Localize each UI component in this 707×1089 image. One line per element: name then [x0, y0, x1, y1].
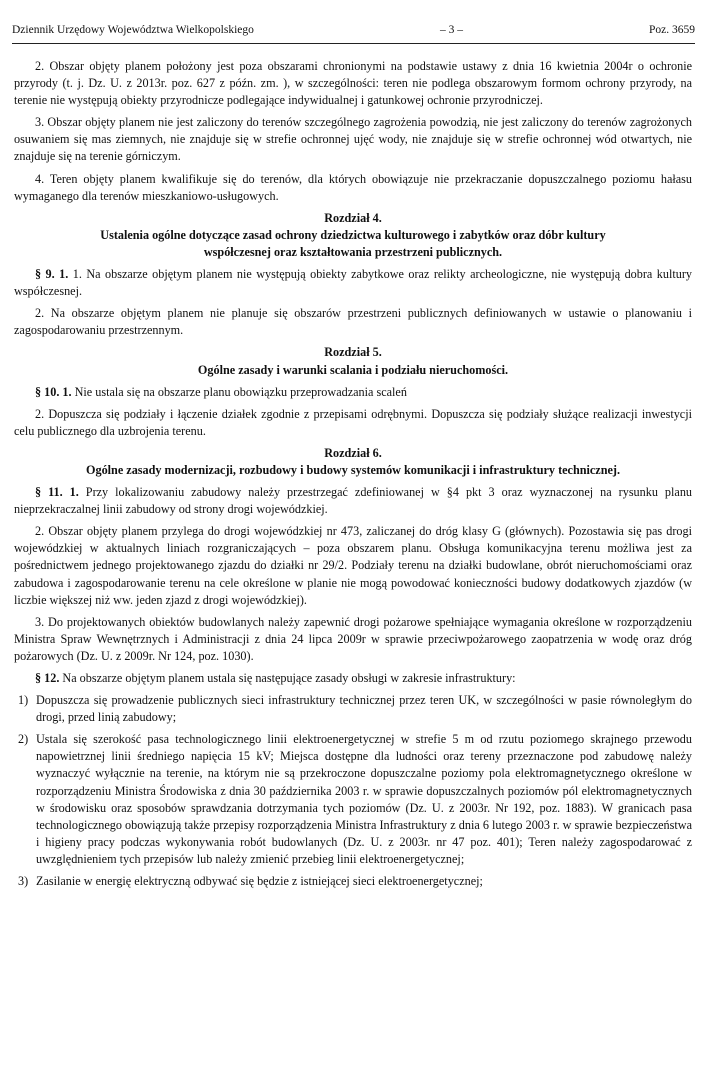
section-12-intro [14, 670, 692, 687]
page-number: – 3 – [439, 24, 463, 36]
section-11-number: § 11. 1. [35, 485, 79, 500]
section-9-text: 1. Na obszarze objętym planem nie występują obiekty zabytkowe oraz relikty archeologiczne, nie występują dobra kultury współczesnej. [14, 267, 693, 299]
page-header [12, 24, 695, 42]
section-10-text: Nie ustala się na obszarze planu obowiązku przeprowadzania scaleń [71, 384, 407, 399]
list-item [14, 692, 692, 726]
list-item-number: 3) [18, 874, 29, 889]
section-12-number: § 12. [35, 671, 60, 685]
paragraph-noise: 4. Teren objęty planem kwalifikuje się do terenów, dla których obowiązuje nie przekraczanie dopuszczalnego poziomu hałasu wymaganego dla terenów mieszkaniowo-usługowych. [14, 171, 692, 203]
document-body [14, 58, 692, 895]
paragraph-protected-areas: 2. Obszar objęty planem położony jest poza obszarami chronionymi na podstawie ustawy z dnia 16 kwietnia 2004r o ochronie przyrody (t. j. Dz. U. z 2013r. poz. 627 z późn. zm. ), w szczególności: teren nie podlega obszarowym formom ochrony przyrody, na terenie nie występują obiekty przyrodnicze podlegające indywidualnej i gatunkowej ochronie przyrodniczej. [14, 59, 692, 108]
journal-title: Dziennik Urzędowy Województwa Wielkopolskiego [12, 24, 254, 36]
list-item-text: Ustala się szerokość pasa technologicznego linii elektroenergetycznej w strefie 5 m od rzutu poziomego skrajnego przewodu napowietrznej linii średniego napięcia 15 kV; Miejsca dostępne dla ludności oraz tereny przeznaczone pod zabudowę należy wyznaczyć wyłącznie na terenie, na którym nie są przekroczone dopuszczalne poziomy pola elektromagnetycznego określone w rozporządzeniu Ministra Środowiska z dnia 30 października 2003 r. w sprawie dopuszczalnych poziomów pól elektromagnetycznych w środowisku oraz sposobów sprawdzania dotrzymania tych poziomów (Dz. U. z 2003r. Nr 192, poz. 1883). W granicach pasa technologicznego obowiązują także przepisy rozporządzenia Ministra Infrastruktury z dnia 6 lutego 2003 r. w sprawie bezpieczeństwa i higieny pracy podczas wykonywania robót budowlanych (Dz. U. z 2003r. nr 47 poz. 401); Teren należy zagospodarować z uwzględnieniem tych przepisów lub należy zmienić przebieg linii elektroenergetycznej; [36, 732, 692, 866]
list-item-text: Dopuszcza się prowadzenie publicznych sieci infrastruktury technicznej przez teren UK, w szczególności w pasie równoległym do drogi, przed linią zabudowy; [36, 693, 692, 725]
list-item-number: 1) [18, 693, 29, 708]
chapter-5-subtitle: Ogólne zasady i warunki scalania i podziału nieruchomości. [197, 362, 509, 377]
section-10-paragraph-2: 2. Dopuszcza się podziały i łączenie działek zgodnie z przepisami odrębnymi. Dopuszcza się podziały służące realizacji inwestycji celu publicznego dla uzbrojenia terenu. [14, 406, 692, 438]
list-item-number: 2) [18, 732, 29, 747]
section-12-text: Na obszarze objętym planem ustala się następujące zasady obsługi w zakresie infrastruktury: [59, 671, 516, 685]
chapter-5-title: Rozdział 5. [324, 345, 382, 360]
section-10-paragraph-1 [14, 384, 692, 401]
section-9-number: § 9. 1. [35, 267, 69, 282]
section-9-paragraph-2: 2. Na obszarze objętym planem nie planuje się obszarów przestrzeni publicznych definiowanych w ustawie o planowaniu i zagospodarowaniu przestrzennym. [14, 306, 692, 338]
list-item-text: Zasilanie w energię elektryczną odbywać się będzie z istniejącej sieci elektroenergetycznej; [36, 874, 483, 889]
section-11-text: Przy lokalizowaniu zabudowy należy przestrzegać zdefiniowanej w §4 pkt 3 oraz wyznaczonej na rysunku planu nieprzekraczalnej linii zabudowy od strony drogi wojewódzkiej. [14, 485, 693, 517]
section-9-paragraph-1 [14, 266, 692, 300]
list-item [14, 873, 692, 890]
section-11-paragraph-1 [14, 484, 692, 518]
chapter-6-title: Rozdział 6. [324, 445, 382, 460]
chapter-4-subtitle-line1: Ustalenia ogólne dotyczące zasad ochrony dziedzictwa kulturowego i zabytków oraz dóbr kultury [100, 227, 606, 242]
section-11-paragraph-3: 3. Do projektowanych obiektów budowlanych należy zapewnić drogi pożarowe spełniające wymagania określone w rozporządzeniu Ministra Spraw Wewnętrznych i Administracji z dnia 24 lipca 2009r w sprawie przeciwpożarowego zaopatrzenia w wodę oraz dróg pożarowych (Dz. U. z 2009r. Nr 124, poz. 1030). [14, 614, 692, 663]
section-10-number: § 10. 1. [35, 384, 72, 399]
chapter-4-title: Rozdział 4. [324, 210, 382, 225]
chapter-4-subtitle-line2: współczesnej oraz kształtowania przestrzeni publicznych. [203, 244, 503, 259]
section-11-paragraph-2: 2. Obszar objęty planem przylega do drogi wojewódzkiej nr 473, zaliczanej do dróg klasy G (głównych). Pozostawia się pas drogi wojewódzkiej w aktualnych liniach rozgraniczających – poza obszarem planu. Obsługa komunikacyjna terenu możliwa jest za pośrednictwem jednego projektowanego zjazdu do działki nr 29/2. Podziały terenu na działki budowlane, obrót nieruchomościami oraz zabudowa i zagospodarowanie terenu na cele określone w planie nie mogą powodować konieczności budowy dodatkowych zjazdów (w liczbie większej niż ww. jeden zjazd z drogi wojewódzkiej). [14, 524, 692, 607]
paragraph-flood-risk: 3. Obszar objęty planem nie jest zaliczony do terenów szczególnego zagrożenia powodzią, nie jest zaliczony do terenów zagrożonych osuwaniem się mas ziemnych, nie znajduje się w strefie ochronnej ujęć wody, nie znajduje się w strefie ochronnej wód otwartych, nie znajduje się na terenie górniczym. [14, 115, 692, 164]
header-divider [12, 43, 695, 44]
position-number: Poz. 3659 [649, 24, 695, 36]
list-item [14, 731, 692, 868]
chapter-6-subtitle: Ogólne zasady modernizacji, rozbudowy i budowy systemów komunikacji i infrastruktury technicznej. [86, 462, 620, 477]
